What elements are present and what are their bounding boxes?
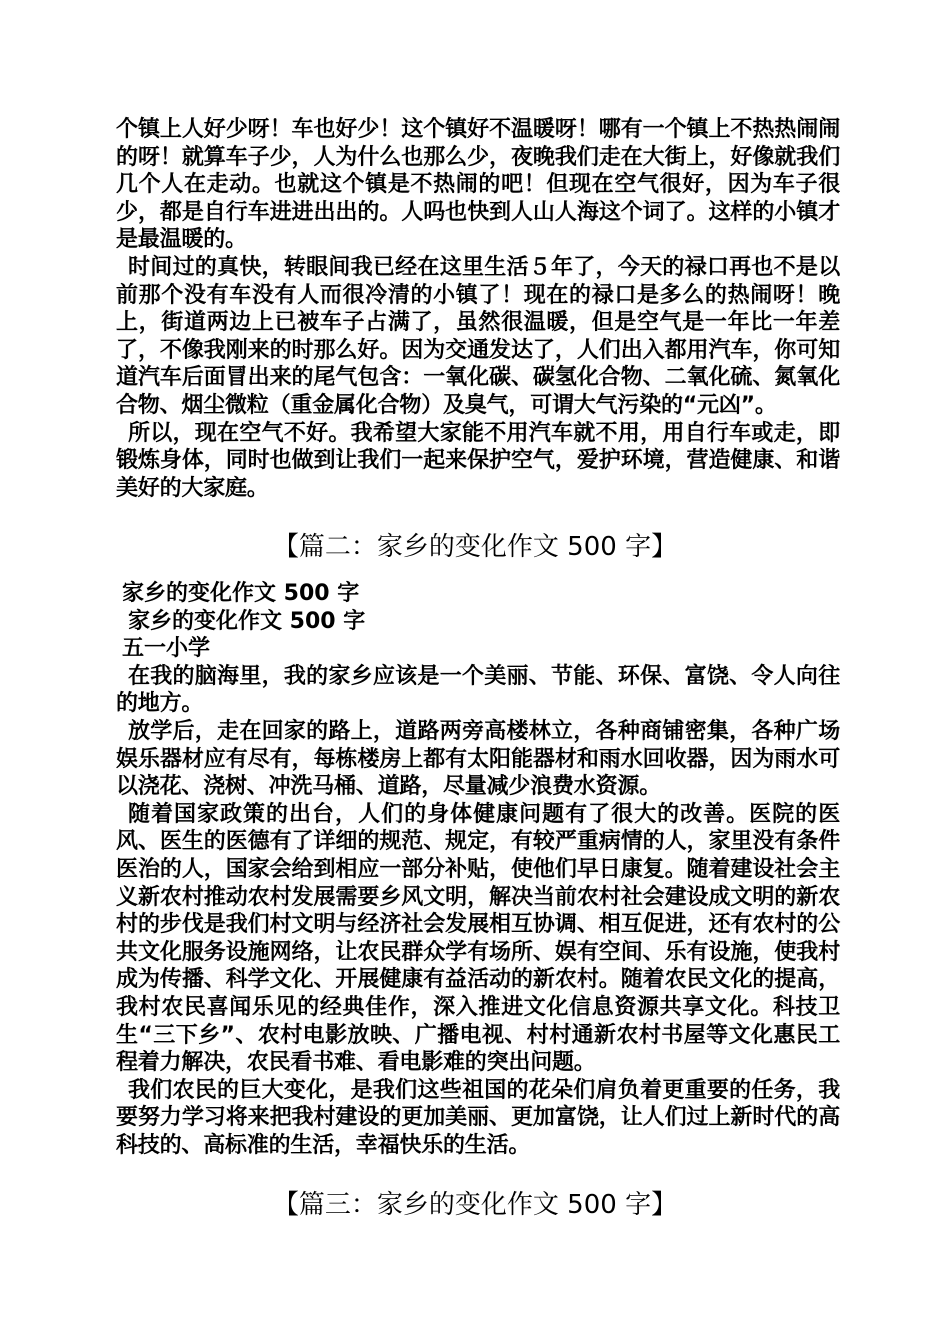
paragraph: 所以，现在空气不好。我希望大家能不用汽车就不用，用自行车或走，即锻炼身体，同时也做到让我们一起来保护空气，爱护环境，营造健康、和谐美好的大家庭。 — [116, 420, 840, 501]
paragraph: 个镇上人好少呀！车也好少！这个镇好不温暖呀！哪有一个镇上不热热闹闹的呀！就算车子少，人为什么也那么少，夜晚我们走在大街上，好像就我们几个人在走动。也就这个镇是不热闹的吧！但现在空气很好，因为车子很少，都是自行车进进出出的。人吗也快到人山人海这个词了。这样的小镇才是最温暖的。 — [116, 117, 840, 253]
paragraph: 放学后，走在回家的路上，道路两旁高楼林立，各种商铺密集，各种广场娱乐器材应有尽有，每栋楼房上都有太阳能器材和雨水回收器，因为雨水可以浇花、浇树、冲洗马桶、道路，尽量减少浪费水资源。 — [116, 718, 840, 800]
paragraph: 时间过的真快，转眼间我已经在这里生活５年了，今天的禄口再也不是以前那个没有车没有人而很冷清的小镇了！现在的禄口是多么的热闹呀！晚上，街道两边上已被车子占满了，虽然很温暖，但是空气是一年比一年差了，不像我刚来的时那么好。因为交通发达了，人们出入都用汽车，你可知道汽车后面冒出来的尾气包含：一氧化碳、碳氢化合物、二氧化硫、氮氧化合物、烟尘微粒（重金属化合物）及臭气，可谓大气污染的“元凶”。 — [116, 254, 840, 418]
section-heading-2: 【篇二：家乡的变化作文 500 字】 — [272, 532, 678, 562]
paragraph: 随着国家政策的出台，人们的身体健康问题有了很大的改善。医院的医风、医生的医德有了详细的规范、规定，有较严重病情的人，家里没有条件医治的人，国家会给到相应一部分补贴，使他们早日康复。随着建设社会主义新农村推动农村发展需要乡风文明，解决当前农村社会建设成文明的新农村的步伐是我们村文明与经济社会发展相互协调、相互促进，还有农村的公共文化服务设施网络，让农民群众学有场所、娱有空间、乐有设施，使我村成为传播、科学文化、开展健康有益活动的新农村。随着农民文化的提高，我村农民喜闻乐见的经典佳作，深入推进文化信息资源共享文化。科技卫生“三下乡”、农村电影放映、广播电视、村村通新农村书屋等文化惠民工程着力解决，农民看书难、看电影难的突出问题。 — [116, 801, 840, 1076]
school-name: 五一小学 — [122, 636, 211, 662]
essay-title: 家乡的变化作文 500 字 — [122, 581, 360, 606]
paragraph: 在我的脑海里，我的家乡应该是一个美丽、节能、环保、富饶、令人向往的地方。 — [116, 663, 840, 717]
essay-subtitle: 家乡的变化作文 500 字 — [128, 608, 366, 634]
section-2-body — [116, 580, 840, 1159]
section-heading-3: 【篇三：家乡的变化作文 500 字】 — [272, 1190, 678, 1220]
paragraph: 我们农民的巨大变化，是我们这些祖国的花朵们肩负着更重要的任务，我要努力学习将来把我村建设的更加美丽、更加富饶，让人们过上新时代的高科技的、高标准的生活，幸福快乐的生活。 — [116, 1077, 840, 1158]
section-1-body — [116, 116, 840, 502]
